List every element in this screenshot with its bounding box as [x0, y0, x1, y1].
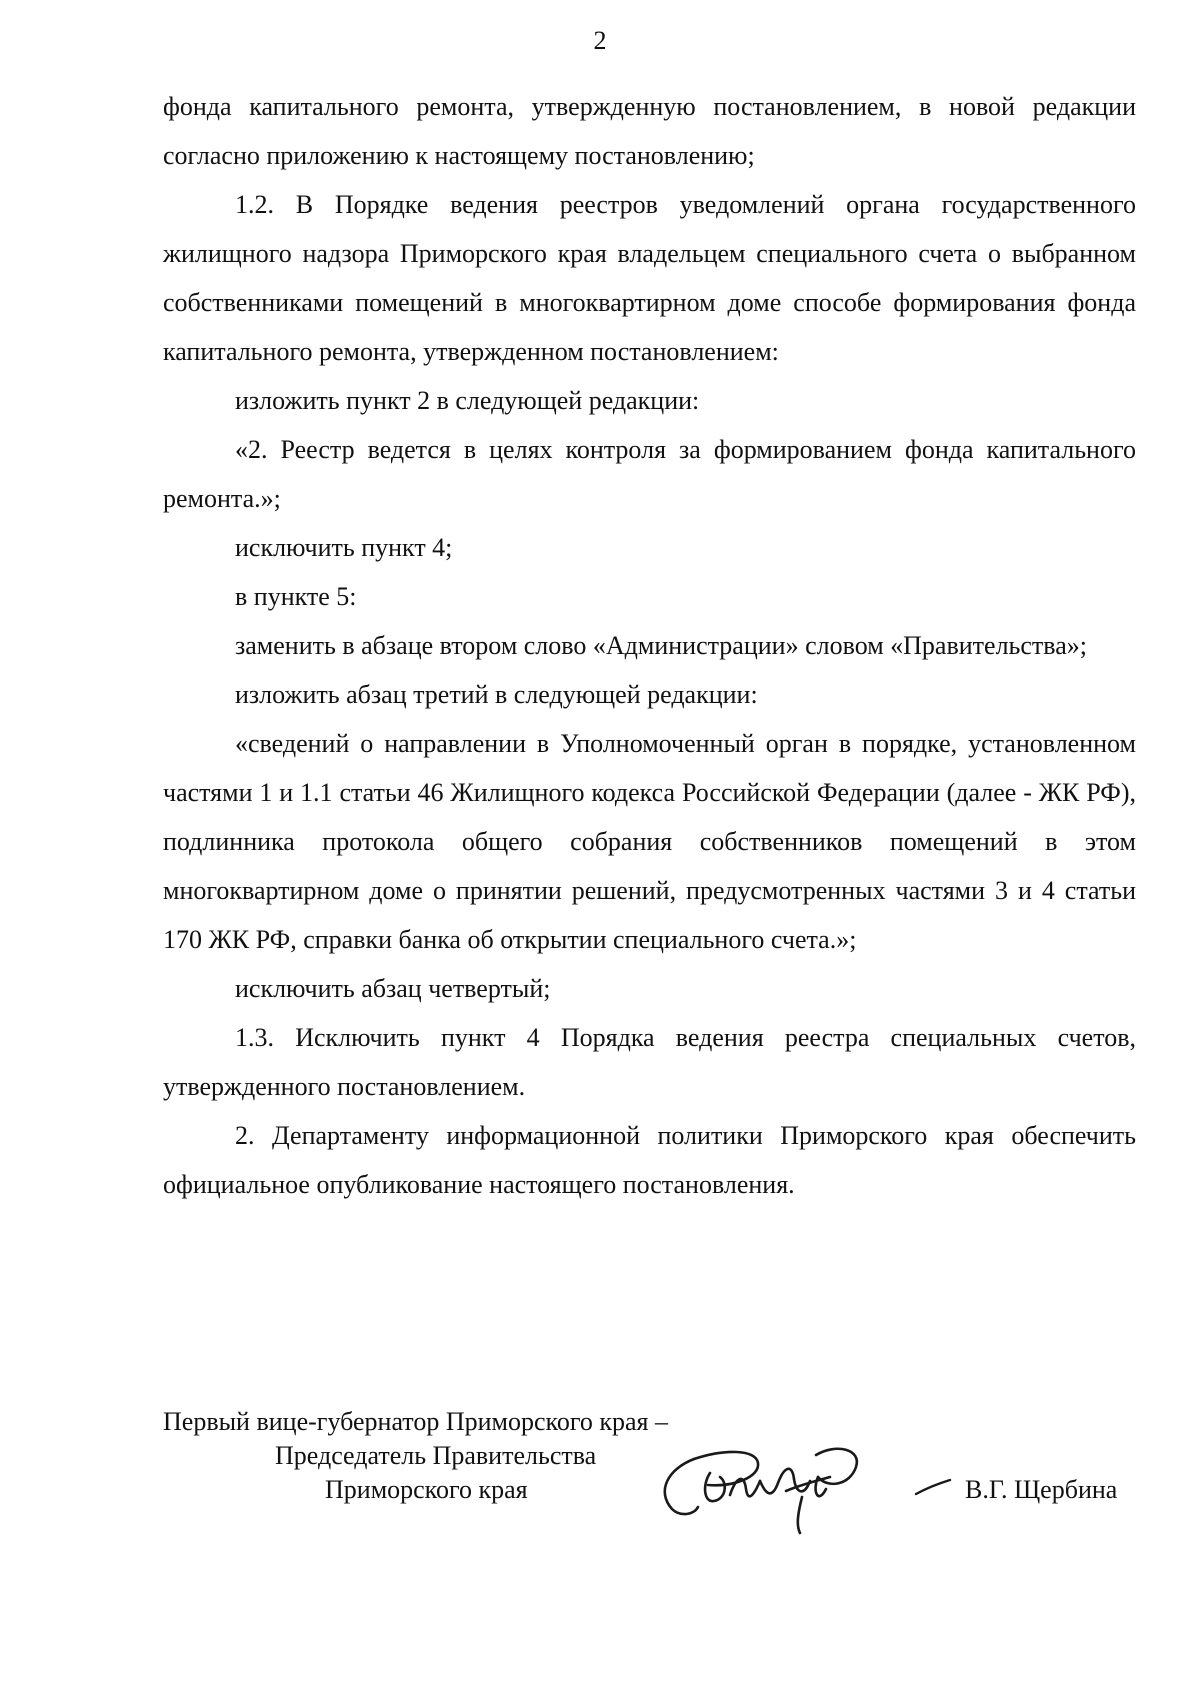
- paragraph-9: «сведений о направлении в Уполномоченный орган в порядке, установленном частями 1 и 1.1 статьи 46 Жилищного кодекса Российской Федерации (далее - ЖК РФ), подлинника протокола общего собрания собственников помещений в этом многоквартирном доме о принятии решений, предусмотренных частями 3 и 4 статьи 170 ЖК РФ, справки банка об открытии специального счета.»;: [163, 729, 1136, 954]
- paragraph-7: заменить в абзаце втором слово «Администрации» словом «Правительства»;: [235, 631, 1087, 660]
- handwritten-signature: [650, 1425, 880, 1535]
- paragraph-12: 2. Департаменту информационной политики Приморского края обеспечить официальное опубликование настоящего постановления.: [163, 1121, 1136, 1199]
- document-body: [163, 82, 1136, 1209]
- signatory-title-line-1: Первый вице-губернатор Приморского края –: [163, 1407, 668, 1436]
- paragraph-6: в пункте 5:: [235, 582, 357, 611]
- paragraph-8: изложить абзац третий в следующей редакции:: [235, 680, 758, 709]
- paragraph-5: исключить пункт 4;: [235, 533, 453, 562]
- paragraph-2: 1.2. В Порядке ведения реестров уведомлений органа государственного жилищного надзора Приморского края владельцем специального счета о выбранном собственниками помещений в многоквартирном доме способе формирования фонда капитального ремонта, утвержденном постановлением:: [163, 190, 1136, 366]
- paragraph-1: фонда капитального ремонта, утвержденную постановлением, в новой редакции согласно приложению к настоящему постановлению;: [163, 92, 1136, 170]
- signatory-title-line-2: Председатель Правительства: [275, 1441, 597, 1470]
- paragraph-4: «2. Реестр ведется в целях контроля за формированием фонда капитального ремонта.»;: [163, 435, 1136, 513]
- paragraph-11: 1.3. Исключить пункт 4 Порядка ведения реестра специальных счетов, утвержденного постановлением.: [163, 1023, 1136, 1101]
- paragraph-3: изложить пункт 2 в следующей редакции:: [235, 386, 700, 415]
- page-number: 2: [593, 26, 607, 55]
- signature-block: [163, 1405, 1143, 1565]
- signatory-title-line-3: Приморского края: [325, 1475, 528, 1504]
- signature-dash-mark: [913, 1477, 953, 1499]
- signatory-name: В.Г. Щербина: [965, 1475, 1118, 1504]
- paragraph-10: исключить абзац четвертый;: [235, 974, 551, 1003]
